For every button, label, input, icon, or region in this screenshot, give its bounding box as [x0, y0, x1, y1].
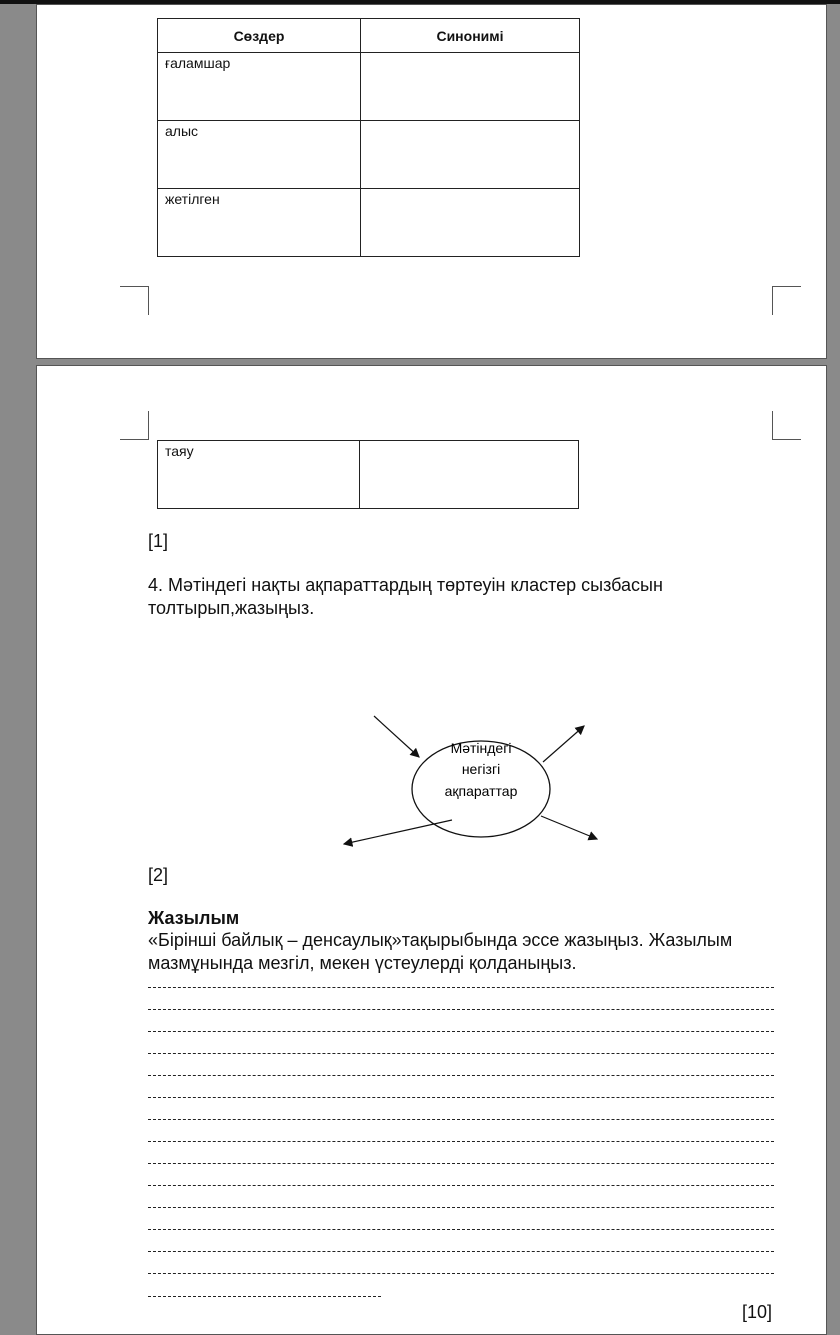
cluster-arrow-top-right	[543, 726, 584, 762]
table-cell-synonym[interactable]	[361, 53, 580, 121]
table-header-words: Сөздер	[158, 19, 361, 53]
answer-line	[148, 1207, 774, 1208]
answer-line	[148, 1141, 774, 1142]
table-cell-word: таяу	[158, 441, 360, 509]
cluster-center-line3: ақпараттар	[444, 783, 518, 799]
cluster-diagram	[327, 706, 657, 856]
table-header-synonym: Синонимі	[361, 19, 580, 53]
answer-line-short	[148, 1296, 381, 1297]
answer-line	[148, 1163, 774, 1164]
answer-line	[148, 1009, 774, 1010]
crop-mark-bottom-left	[120, 286, 149, 315]
answer-line	[148, 1119, 774, 1120]
crop-mark-top-right	[772, 411, 801, 440]
table-cell-synonym[interactable]	[361, 189, 580, 257]
table-row	[158, 441, 579, 509]
crop-mark-bottom-right	[772, 286, 801, 315]
task4-line2: толтырып,жазыңыз.	[148, 598, 315, 618]
writing-title: Жазылым	[148, 908, 240, 928]
writing-instruction-line1: «Бірінші байлық – денсаулық»тақырыбында эссе жазыңыз. Жазылым	[148, 930, 733, 950]
answer-line	[148, 1185, 774, 1186]
table-cell-word: ғаламшар	[158, 53, 361, 121]
answer-line	[148, 1251, 774, 1252]
crop-mark-top-left	[120, 411, 149, 440]
table-header-row	[158, 19, 580, 53]
answer-line	[148, 1229, 774, 1230]
score-writing: [10]	[742, 1302, 773, 1322]
answer-line	[148, 1031, 774, 1032]
table-cell-word: жетілген	[158, 189, 361, 257]
answer-line	[148, 987, 774, 988]
table-row	[158, 53, 580, 121]
answer-line	[148, 1075, 774, 1076]
cluster-center-line1: Мәтіндегі	[450, 740, 512, 756]
writing-instruction-line2: мазмұнында мезгіл, мекен үстеулерді қолданыңыз.	[148, 953, 577, 973]
score-task3: [1]	[148, 531, 169, 551]
answer-line	[148, 1053, 774, 1054]
table-row	[158, 189, 580, 257]
cluster-arrow-bottom-left	[344, 820, 452, 844]
synonym-table	[157, 18, 580, 257]
document-page-2	[36, 365, 827, 1335]
table-cell-synonym[interactable]	[360, 441, 579, 509]
synonym-table-continued	[157, 440, 579, 509]
table-cell-word: алыс	[158, 121, 361, 189]
score-task4: [2]	[148, 865, 169, 885]
cluster-center-line2: негізгі	[461, 761, 501, 777]
table-cell-synonym[interactable]	[361, 121, 580, 189]
table-row	[158, 121, 580, 189]
task4-line1: 4. Мәтіндегі нақты ақпараттардың төртеуін кластер сызбасын	[148, 575, 663, 595]
cluster-arrow-top-left	[374, 716, 419, 757]
document-page-1	[36, 4, 827, 359]
answer-line	[148, 1097, 774, 1098]
answer-line	[148, 1273, 774, 1274]
cluster-arrow-bottom-right	[541, 816, 597, 839]
